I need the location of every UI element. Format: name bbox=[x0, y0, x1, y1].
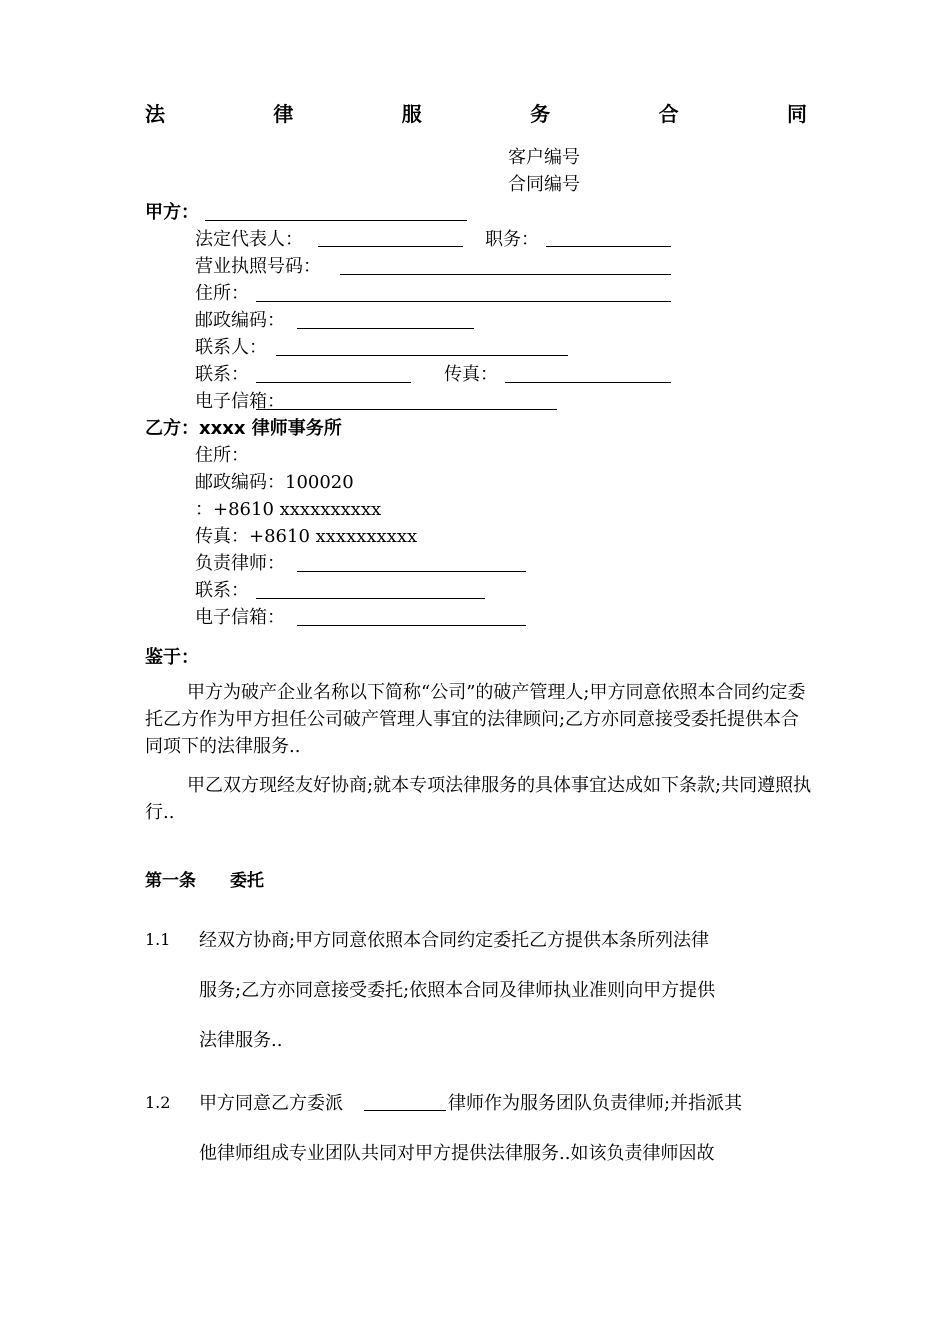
clause-line: 法律服务.. bbox=[199, 1030, 283, 1051]
party-b-contact-blank[interactable] bbox=[256, 598, 485, 599]
party-a-label: 甲方： bbox=[145, 202, 199, 223]
title-char: 务 bbox=[530, 102, 551, 126]
contact-person-blank[interactable] bbox=[276, 355, 568, 356]
document-title bbox=[145, 98, 807, 127]
party-a-name-blank[interactable] bbox=[205, 220, 467, 221]
party-a-fax-label: 传真： bbox=[444, 364, 498, 385]
title-char: 同 bbox=[786, 102, 807, 126]
clause-line-end: 律师作为服务团队负责律师;并指派其 bbox=[448, 1093, 743, 1114]
clause-line-start: 甲方同意乙方委派 bbox=[199, 1093, 343, 1114]
whereas-paragraph-2: 甲乙双方现经友好协商;就本专项法律服务的具体事宜达成如下条款;共同遵照执行.. bbox=[145, 775, 812, 823]
article-number: 第一条 bbox=[145, 871, 196, 891]
party-b-phone: ：+8610 xxxxxxxxxx bbox=[195, 499, 382, 520]
party-b-address-label: 住所： bbox=[195, 445, 249, 466]
whereas-label: 鉴于： bbox=[145, 647, 199, 668]
contact-person-label: 联系人： bbox=[195, 337, 267, 358]
clause-line: 经双方协商;甲方同意依照本合同约定委托乙方提供本条所列法律 bbox=[199, 930, 710, 951]
title-char: 合 bbox=[658, 102, 679, 126]
license-blank[interactable] bbox=[340, 274, 671, 275]
clause-line: 服务;乙方亦同意接受委托;依照本合同及律师执业准则向甲方提供 bbox=[199, 980, 716, 1001]
responsible-lawyer-label: 负责律师： bbox=[195, 553, 285, 574]
party-b-label: 乙方：xxxx 律师事务所 bbox=[145, 418, 342, 439]
party-a-address-blank[interactable] bbox=[256, 301, 671, 302]
legal-rep-label: 法定代表人： bbox=[195, 229, 303, 250]
clause-number: 1.2 bbox=[145, 1093, 171, 1112]
title-char: 服 bbox=[401, 102, 422, 126]
party-b-contact-label: 联系： bbox=[195, 580, 249, 601]
party-b-email-blank[interactable] bbox=[297, 625, 526, 626]
whereas-paragraph-1: 甲方为破产企业名称以下简称“公司”的破产管理人;甲方同意依照本合同约定委托乙方作为甲方担任公司破产管理人事宜的法律顾问;乙方亦同意接受委托提供本合同项下的法律服务.. bbox=[145, 682, 806, 757]
responsible-lawyer-blank[interactable] bbox=[297, 571, 526, 572]
party-a-email-label: 电子信箱： bbox=[195, 391, 285, 412]
lawyer-name-blank[interactable] bbox=[364, 1110, 446, 1111]
clause-number: 1.1 bbox=[145, 930, 171, 949]
party-a-contact-label: 联系： bbox=[195, 364, 249, 385]
party-a-fax-blank[interactable] bbox=[505, 382, 671, 383]
legal-rep-blank[interactable] bbox=[318, 246, 463, 247]
position-label: 职务： bbox=[485, 229, 539, 250]
article-title: 委托 bbox=[230, 871, 264, 891]
party-a-postcode-label: 邮政编码： bbox=[195, 310, 285, 331]
party-a-email-blank[interactable] bbox=[256, 409, 557, 410]
party-a-postcode-blank[interactable] bbox=[297, 328, 474, 329]
party-b-postcode: 邮政编码：100020 bbox=[195, 472, 354, 493]
party-a-address-label: 住所： bbox=[195, 283, 249, 304]
party-a-contact-blank[interactable] bbox=[256, 382, 411, 383]
title-char: 律 bbox=[273, 102, 294, 126]
party-b-email-label: 电子信箱： bbox=[195, 607, 285, 628]
clause-line: 他律师组成专业团队共同对甲方提供法律服务..如该负责律师因故 bbox=[199, 1143, 715, 1164]
party-b-fax: 传真：+8610 xxxxxxxxxx bbox=[195, 526, 418, 547]
title-char: 法 bbox=[145, 102, 165, 126]
contract-number-label: 合同编号 bbox=[508, 174, 580, 195]
license-label: 营业执照号码： bbox=[195, 256, 321, 277]
position-blank[interactable] bbox=[546, 246, 671, 247]
customer-number-label: 客户编号 bbox=[508, 147, 580, 168]
